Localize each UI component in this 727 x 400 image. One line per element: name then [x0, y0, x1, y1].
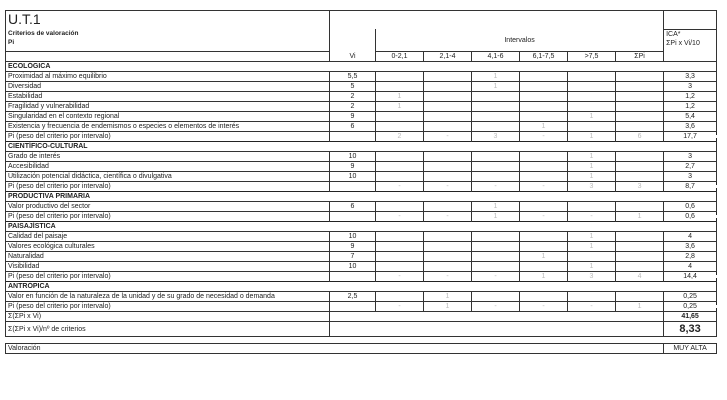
criterion-row [6, 262, 717, 272]
interval-mark [520, 82, 568, 92]
criterion-row [6, 202, 717, 212]
interval-mark [520, 292, 568, 302]
pi-interval-mark: 3 [472, 132, 520, 142]
interval-mark [424, 82, 472, 92]
pi-weight-row [6, 132, 717, 142]
interval-mark: 1 [424, 292, 472, 302]
pi-interval-mark: - [376, 302, 424, 312]
ica-value: 4 [664, 232, 717, 242]
interval-mark [568, 72, 616, 82]
interval-mark [424, 232, 472, 242]
criterion-label: Fragilidad y vulnerabilidad [6, 102, 330, 112]
interval-mark [568, 252, 616, 262]
interval-mark: 1 [472, 72, 520, 82]
pi-ica-total: 0,6 [664, 212, 717, 222]
total-sum-label: Σ(ΣPi x Vi) [6, 312, 330, 322]
interval-mark [376, 242, 424, 252]
criterion-row [6, 242, 717, 252]
pi-interval-mark: - [472, 272, 520, 282]
criteria-header [6, 29, 330, 52]
interval-mark [424, 122, 472, 132]
intervals-label: Intervalos [376, 29, 664, 52]
pi-header-blank [6, 52, 330, 62]
interval-mark [376, 292, 424, 302]
criterion-label: Existencia y frecuencia de endemismos o especies o elementos de interés [6, 122, 330, 132]
interval-mark [424, 102, 472, 112]
interval-col-5: >7,5 [568, 52, 616, 62]
pi-interval-mark: 3 [568, 182, 616, 192]
criterion-label: Estabilidad [6, 92, 330, 102]
interval-mark [424, 242, 472, 252]
criterion-row [6, 162, 717, 172]
section-title: ANTRÓPICA [6, 282, 717, 292]
pi-interval-mark: 1 [472, 212, 520, 222]
total-avg-label: Σ(ΣPi x Vi)/nº de criterios [6, 322, 330, 337]
interval-mark [520, 172, 568, 182]
spacer-row [6, 337, 717, 344]
vi-value: 5,5 [330, 72, 376, 82]
valuation-sheet [5, 10, 716, 354]
interval-mark: 1 [376, 102, 424, 112]
vi-value: 10 [330, 172, 376, 182]
ica-value: 0,25 [664, 292, 717, 302]
pi-weight-row [6, 212, 717, 222]
interval-mark [424, 72, 472, 82]
row-sum-pi [616, 92, 664, 102]
valoracion-label: Valoración [6, 344, 664, 354]
vi-value: 10 [330, 232, 376, 242]
criterion-label: Grado de interés [6, 152, 330, 162]
interval-mark: 1 [568, 162, 616, 172]
pi-interval-mark: 1 [568, 132, 616, 142]
pi-sum: 3 [616, 182, 664, 192]
row-sum-pi [616, 252, 664, 262]
interval-mark [472, 92, 520, 102]
criterion-row [6, 92, 717, 102]
ica-value: 3,3 [664, 72, 717, 82]
row-sum-pi [616, 122, 664, 132]
pi-interval-mark: 1 [520, 272, 568, 282]
interval-mark [472, 262, 520, 272]
pi-sum: 6 [616, 132, 664, 142]
ica-value: 4 [664, 262, 717, 272]
interval-mark [376, 162, 424, 172]
row-sum-pi [616, 262, 664, 272]
pi-interval-mark: - [520, 182, 568, 192]
pi-interval-mark: - [376, 272, 424, 282]
vi-value: 2 [330, 102, 376, 112]
interval-mark [376, 152, 424, 162]
pi-weight-row [6, 302, 717, 312]
ica-label: ICA* [666, 30, 681, 38]
interval-mark [424, 262, 472, 272]
pi-interval-mark: - [376, 212, 424, 222]
interval-mark: 1 [568, 262, 616, 272]
pi-vi-blank [330, 182, 376, 192]
section-header-row [6, 192, 717, 202]
pi-row-label: Pi (peso del criterio por intervalo) [6, 182, 330, 192]
pi-interval-mark: - [424, 132, 472, 142]
criterion-row [6, 122, 717, 132]
total-avg-row [6, 322, 717, 337]
section-title: PRODUCTIVA PRIMARIA [6, 192, 717, 202]
interval-mark: 1 [376, 92, 424, 102]
row-sum-pi [616, 112, 664, 122]
pi-interval-mark: - [472, 302, 520, 312]
pi-interval-mark: - [472, 182, 520, 192]
interval-mark [472, 252, 520, 262]
interval-mark [472, 152, 520, 162]
interval-mark: 1 [568, 112, 616, 122]
interval-mark: 1 [520, 122, 568, 132]
criterion-label: Visibilidad [6, 262, 330, 272]
interval-mark [376, 232, 424, 242]
vi-value: 10 [330, 262, 376, 272]
spacer-cell [6, 337, 717, 344]
criterion-row [6, 112, 717, 122]
interval-mark [424, 202, 472, 212]
interval-mark [472, 102, 520, 112]
pi-interval-mark: - [520, 212, 568, 222]
interval-mark: 1 [520, 252, 568, 262]
section-header-row [6, 222, 717, 232]
criterion-label: Naturalidad [6, 252, 330, 262]
ica-value: 2,7 [664, 162, 717, 172]
pi-weight-row [6, 182, 717, 192]
interval-col-2: 2,1-4 [424, 52, 472, 62]
vi-value: 9 [330, 242, 376, 252]
interval-mark [520, 232, 568, 242]
criterion-label: Accesibilidad [6, 162, 330, 172]
pi-interval-mark: - [424, 182, 472, 192]
vi-value: 6 [330, 202, 376, 212]
vi-value: 10 [330, 152, 376, 162]
vi-blank [330, 29, 376, 52]
ica-value: 3 [664, 152, 717, 162]
interval-mark [472, 162, 520, 172]
total-avg-blank [330, 322, 664, 337]
criterion-row [6, 82, 717, 92]
interval-mark [472, 122, 520, 132]
interval-mark [520, 202, 568, 212]
vi-value: 2,5 [330, 292, 376, 302]
criterion-label: Calidad del paisaje [6, 232, 330, 242]
ica-value: 1,2 [664, 102, 717, 112]
criterion-label: Singularidad en el contexto regional [6, 112, 330, 122]
interval-mark: 1 [472, 82, 520, 92]
interval-mark [520, 92, 568, 102]
row-sum-pi [616, 152, 664, 162]
pi-row-label: Pi (peso del criterio por intervalo) [6, 212, 330, 222]
pi-interval-mark: 2 [376, 132, 424, 142]
interval-mark [376, 82, 424, 92]
header-ica-blank [664, 11, 717, 30]
sum-pi-col: ΣPi [616, 52, 664, 62]
interval-mark [424, 112, 472, 122]
pi-ica-total: 0,25 [664, 302, 717, 312]
interval-mark [376, 122, 424, 132]
pi-vi-blank [330, 212, 376, 222]
interval-mark [568, 292, 616, 302]
pi-interval-mark: - [424, 272, 472, 282]
interval-mark [472, 242, 520, 252]
ica-header [664, 29, 717, 62]
interval-mark [520, 72, 568, 82]
criterion-row [6, 152, 717, 162]
interval-mark [568, 92, 616, 102]
pi-row-label: Pi (peso del criterio por intervalo) [6, 272, 330, 282]
ica-formula: ΣPi x Vi/10 [666, 39, 700, 47]
ica-value: 3 [664, 172, 717, 182]
interval-mark [472, 112, 520, 122]
interval-mark [472, 172, 520, 182]
ica-value: 3 [664, 82, 717, 92]
valoracion-value: MUY ALTA [664, 344, 717, 354]
criterion-row [6, 292, 717, 302]
interval-mark: 1 [568, 152, 616, 162]
interval-mark: 1 [568, 232, 616, 242]
row-sum-pi [616, 72, 664, 82]
criterion-label: Valor productivo del sector [6, 202, 330, 212]
criterion-row [6, 72, 717, 82]
interval-mark: 1 [568, 242, 616, 252]
ica-value: 1,2 [664, 92, 717, 102]
criterion-label: Valor en función de la naturaleza de la unidad y de su grado de necesidad o demanda [6, 292, 330, 302]
interval-mark [424, 252, 472, 262]
interval-mark [424, 152, 472, 162]
interval-mark [376, 262, 424, 272]
ica-value: 0,6 [664, 202, 717, 212]
pi-row-label: Pi (peso del criterio por intervalo) [6, 302, 330, 312]
criteria-label: Criterios de valoración [8, 30, 79, 37]
vi-value: 5 [330, 82, 376, 92]
ica-value: 3,6 [664, 242, 717, 252]
criterion-label: Proximidad al máximo equilibrio [6, 72, 330, 82]
interval-mark [376, 72, 424, 82]
criterion-label: Valores ecológica culturales [6, 242, 330, 252]
row-sum-pi [616, 232, 664, 242]
interval-mark: 1 [568, 172, 616, 182]
pi-sum: 4 [616, 272, 664, 282]
pi-vi-blank [330, 132, 376, 142]
vi-header: Vi [330, 52, 376, 62]
row-sum-pi [616, 162, 664, 172]
interval-mark [568, 122, 616, 132]
row-sum-pi [616, 242, 664, 252]
interval-mark [520, 112, 568, 122]
section-header-row [6, 142, 717, 152]
pi-sum: 1 [616, 302, 664, 312]
section-header-row [6, 282, 717, 292]
interval-mark [424, 92, 472, 102]
criterion-label: Utilización potencial didáctica, científica o divulgativa [6, 172, 330, 182]
pi-ica-total: 8,7 [664, 182, 717, 192]
row-sum-pi [616, 202, 664, 212]
interval-mark [568, 82, 616, 92]
section-title: CIENTÍFICO-CULTURAL [6, 142, 717, 152]
pi-ica-total: 14,4 [664, 272, 717, 282]
vi-value: 9 [330, 162, 376, 172]
interval-mark [520, 162, 568, 172]
ica-value: 3,6 [664, 122, 717, 132]
interval-mark [520, 242, 568, 252]
interval-mark [376, 172, 424, 182]
interval-mark: 1 [472, 202, 520, 212]
valuation-table [5, 10, 717, 354]
total-sum-value: 41,65 [664, 312, 717, 322]
vi-value: 6 [330, 122, 376, 132]
section-header-row [6, 62, 717, 72]
pi-row-label: Pi (peso del criterio por intervalo) [6, 132, 330, 142]
pi-interval-mark: - [520, 132, 568, 142]
section-title: PAISAJÍSTICA [6, 222, 717, 232]
interval-mark [376, 252, 424, 262]
interval-mark [376, 112, 424, 122]
vi-value: 9 [330, 112, 376, 122]
total-sum-row [6, 312, 717, 322]
pi-vi-blank [330, 272, 376, 282]
pi-sum: 1 [616, 212, 664, 222]
interval-mark [376, 202, 424, 212]
criterion-row [6, 102, 717, 112]
criterion-label: Diversidad [6, 82, 330, 92]
pi-ica-total: 17,7 [664, 132, 717, 142]
vi-value: 2 [330, 92, 376, 102]
interval-mark [424, 162, 472, 172]
section-title: ECOLÓGICA [6, 62, 717, 72]
row-sum-pi [616, 292, 664, 302]
ica-value: 2,8 [664, 252, 717, 262]
interval-mark [472, 232, 520, 242]
pi-interval-mark: - [424, 212, 472, 222]
interval-col-3: 4,1-6 [472, 52, 520, 62]
unit-title: U.T.1 [6, 11, 330, 30]
pi-interval-mark: - [376, 182, 424, 192]
row-sum-pi [616, 82, 664, 92]
criterion-row [6, 172, 717, 182]
total-avg-value: 8,33 [664, 322, 717, 337]
interval-mark [568, 102, 616, 112]
criterion-row [6, 252, 717, 262]
interval-col-1: 0-2,1 [376, 52, 424, 62]
header-blank [330, 11, 664, 30]
total-sum-blank [330, 312, 664, 322]
interval-mark [520, 262, 568, 272]
row-sum-pi [616, 172, 664, 182]
ica-value: 5,4 [664, 112, 717, 122]
interval-mark [520, 152, 568, 162]
pi-interval-mark: 3 [568, 272, 616, 282]
criterion-row [6, 232, 717, 242]
pi-label: Pi [8, 39, 15, 46]
interval-col-4: 6,1-7,5 [520, 52, 568, 62]
pi-interval-mark: - [568, 302, 616, 312]
pi-interval-mark: - [568, 212, 616, 222]
pi-interval-mark: 1 [424, 302, 472, 312]
interval-mark [472, 292, 520, 302]
interval-mark [568, 202, 616, 212]
interval-mark [520, 102, 568, 112]
valoracion-row [6, 344, 717, 354]
pi-vi-blank [330, 302, 376, 312]
pi-interval-mark: - [520, 302, 568, 312]
pi-weight-row [6, 272, 717, 282]
vi-value: 7 [330, 252, 376, 262]
interval-mark [424, 172, 472, 182]
row-sum-pi [616, 102, 664, 112]
